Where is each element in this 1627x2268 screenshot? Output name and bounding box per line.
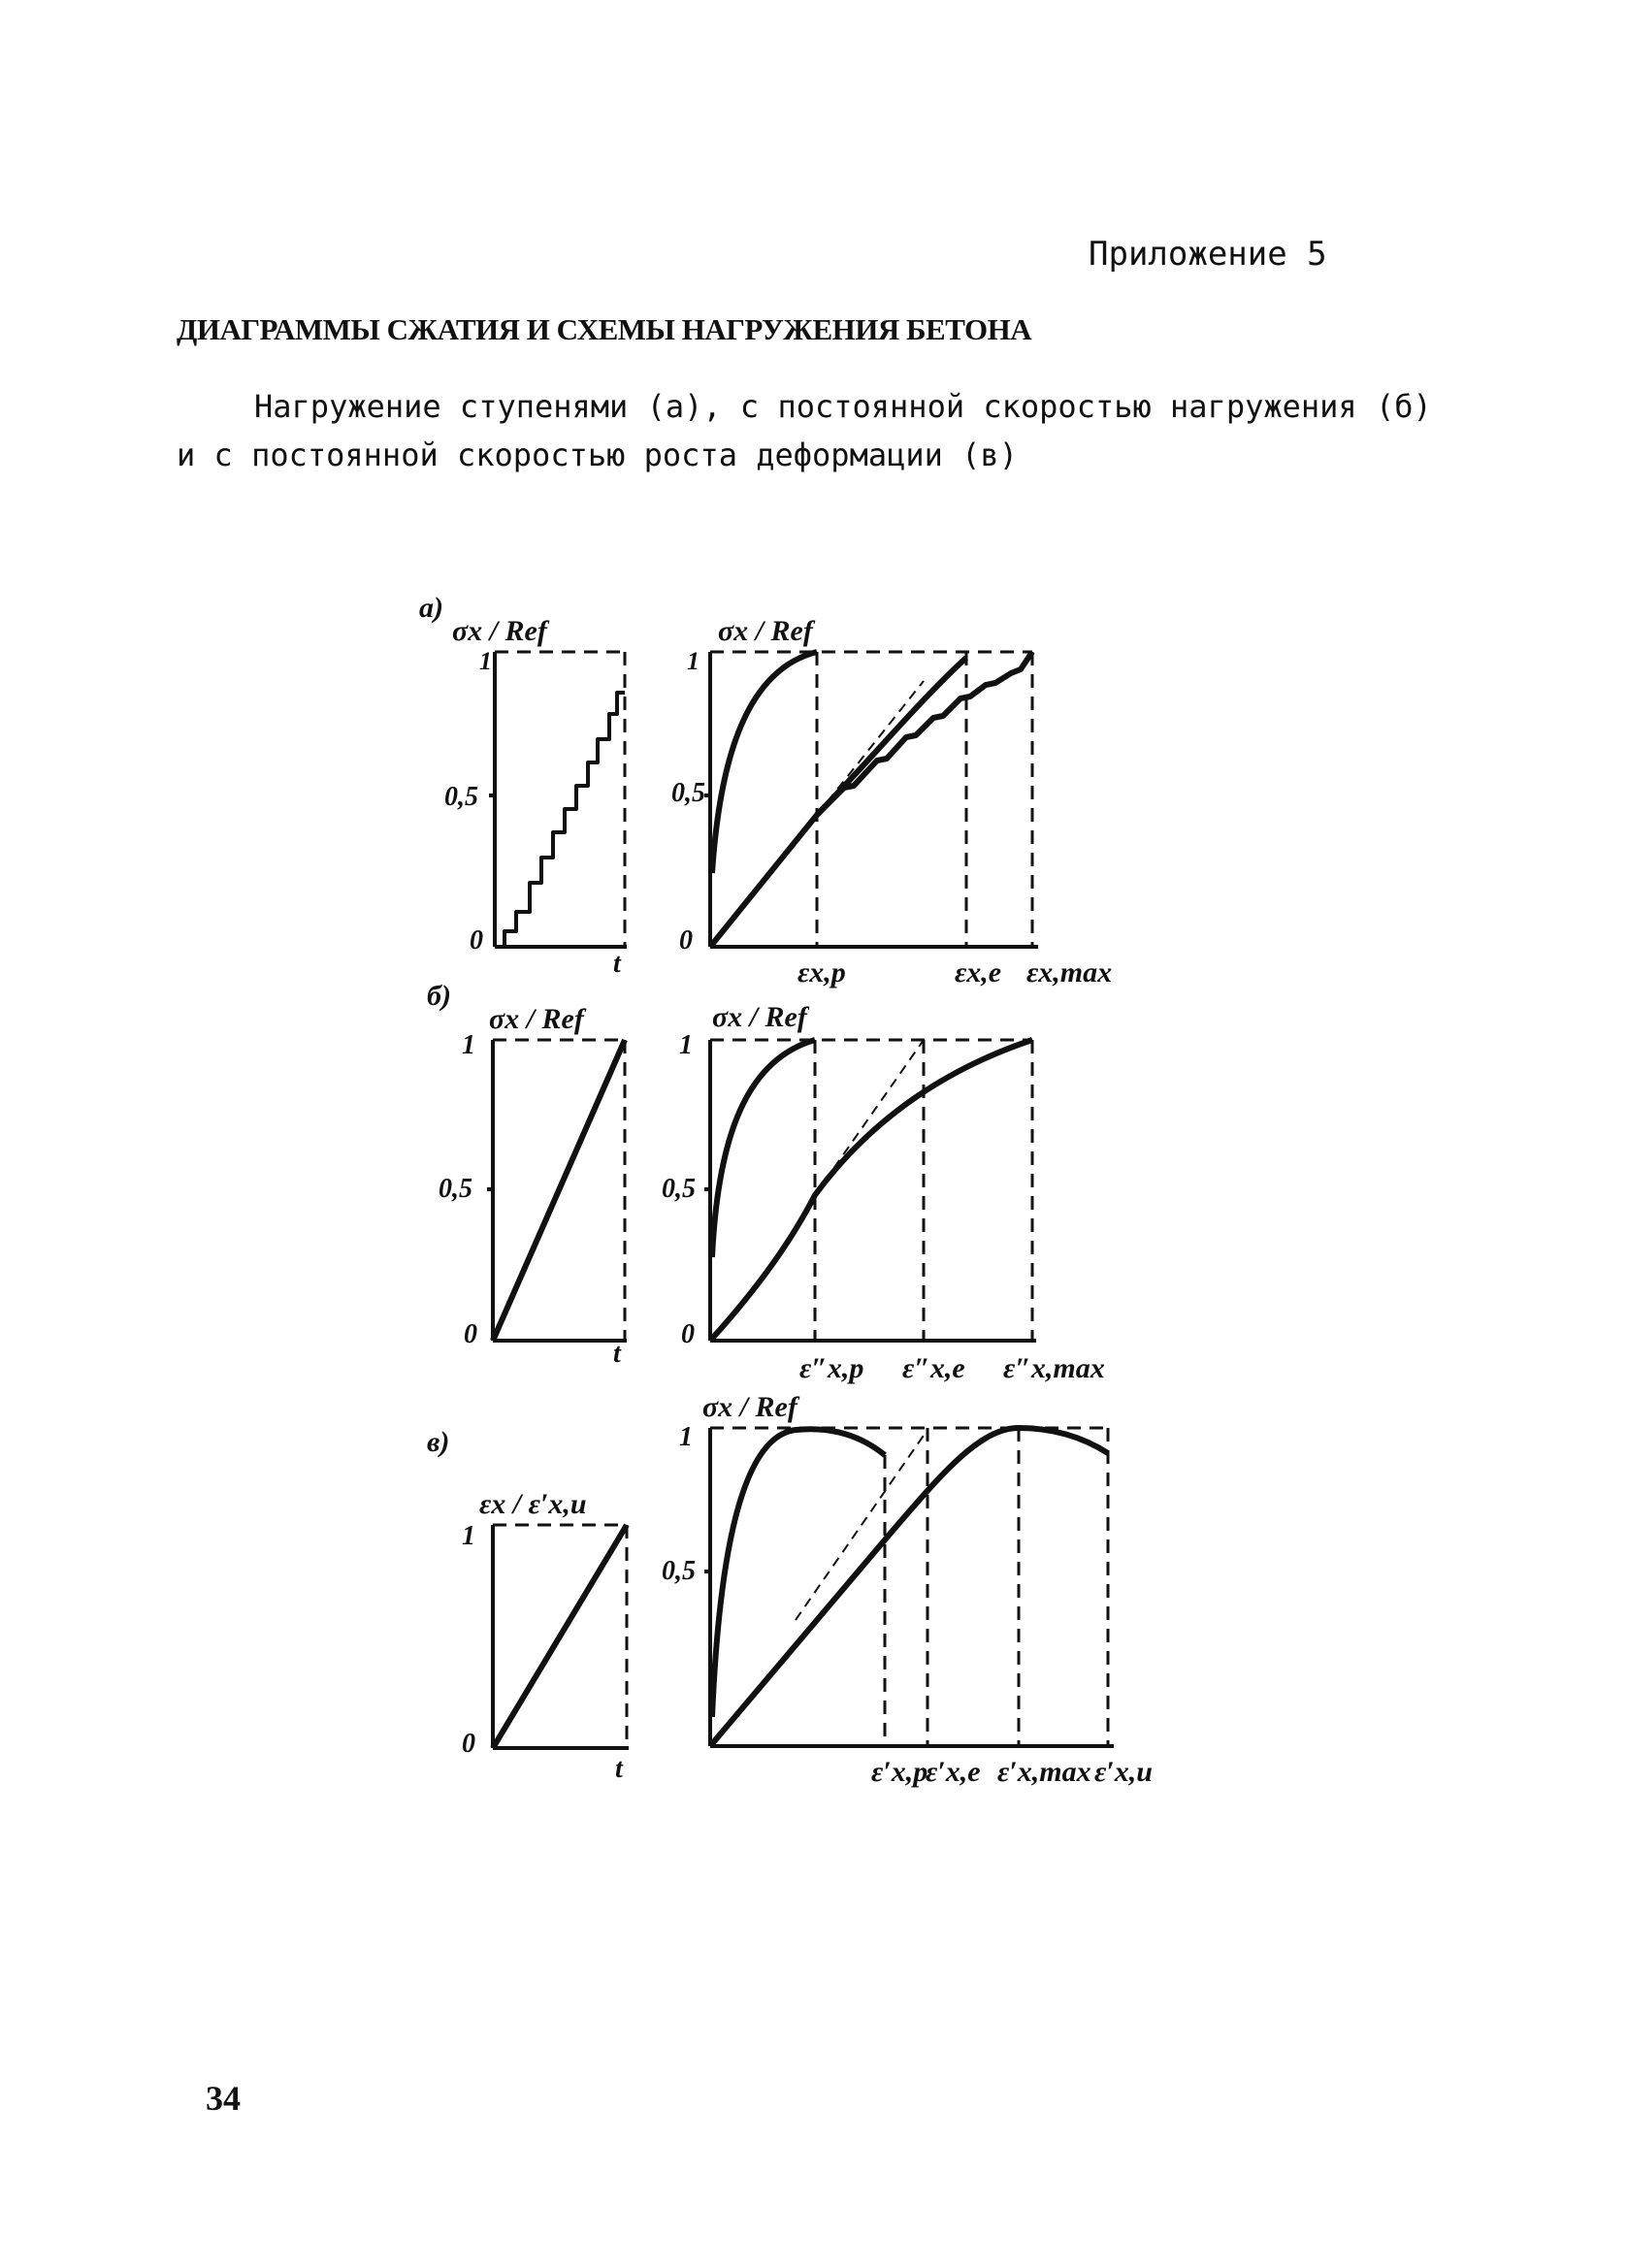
document-title: ДИАГРАММЫ СЖАТИЯ И СХЕМЫ НАГРУЖЕНИЯ БЕТОНА bbox=[177, 312, 1032, 346]
panel-c-marker: в) bbox=[427, 1426, 450, 1458]
panel-c-right-label-xp: ε′x,p bbox=[871, 1756, 928, 1788]
panel-b-right-y0: 0 bbox=[681, 1319, 695, 1349]
panel-a-right-instant-curve bbox=[712, 652, 817, 873]
panel-b-right-label-xe: ε″x,e bbox=[902, 1352, 965, 1384]
panel-c-left-xlabel: t bbox=[615, 1754, 623, 1784]
panel-a-marker: а) bbox=[419, 592, 443, 624]
panel-b-left-xlabel: t bbox=[613, 1339, 621, 1369]
appendix-label: Приложение 5 bbox=[1089, 235, 1327, 274]
panel-b-right-loading-curve bbox=[710, 1040, 1032, 1341]
panel-a-left-xlabel: t bbox=[613, 949, 621, 979]
panel-a-left-y0: 0 bbox=[470, 925, 483, 956]
panel-a-left-ylabel: σx / Ref bbox=[452, 615, 547, 647]
panel-a-right-y1: 1 bbox=[687, 647, 700, 675]
panel-b bbox=[427, 980, 1105, 1384]
panel-c-left-ramp bbox=[493, 1525, 627, 1748]
panel-a-right-elastic-curve bbox=[710, 658, 966, 947]
panel-b-right-ylabel: σx / Ref bbox=[712, 1001, 807, 1033]
panel-b-right-label-xp: ε″x,p bbox=[799, 1352, 864, 1384]
panel-b-right-y1: 1 bbox=[679, 1030, 693, 1060]
panel-a-right-y0: 0 bbox=[679, 925, 693, 956]
page-number: 34 bbox=[206, 2079, 241, 2118]
panel-b-right-label-xmax: ε″x,max bbox=[1003, 1352, 1105, 1384]
panel-b-left-y05: 0,5 bbox=[439, 1174, 472, 1204]
panel-a-left-step-curve bbox=[495, 693, 625, 947]
panel-a-right-label-xmax: εx,max bbox=[1026, 956, 1113, 988]
panel-a-left-chart bbox=[444, 615, 627, 979]
panel-c-left-ylabel: εx / ε′x,u bbox=[479, 1488, 587, 1520]
intro-line-1: Нагружение ступенями (а), с постоянной скоростью нагружения (б) bbox=[254, 388, 1432, 425]
panel-b-left-y1: 1 bbox=[462, 1030, 475, 1060]
panel-c-right-y05: 0,5 bbox=[662, 1556, 696, 1586]
panel-b-left-y0: 0 bbox=[464, 1319, 477, 1349]
panel-b-left-ylabel: σx / Ref bbox=[489, 1003, 584, 1035]
panel-c-right-ylabel: σx / Ref bbox=[702, 1391, 797, 1423]
panel-a-left-y05: 0,5 bbox=[444, 782, 478, 812]
panel-b-right-chart bbox=[662, 1001, 1105, 1384]
panel-a-right-label-xe: εx,e bbox=[955, 956, 1002, 988]
panel-a-left-y1: 1 bbox=[479, 647, 492, 675]
panel-a-right-chart bbox=[671, 615, 1112, 988]
panel-c-right-label-xmax: ε′x,max bbox=[997, 1756, 1091, 1788]
panel-c-left-chart bbox=[462, 1488, 629, 1784]
panel-c-right-loading-curve bbox=[710, 1428, 1108, 1746]
panel-a-right-label-xp: εx,p bbox=[797, 956, 846, 988]
panel-b-right-y05: 0,5 bbox=[662, 1174, 696, 1204]
panel-c-left-y0: 0 bbox=[462, 1729, 475, 1759]
panel-a-right-ylabel: σx / Ref bbox=[718, 615, 813, 647]
panel-c-left-y1: 1 bbox=[462, 1521, 475, 1551]
panel-c-right-tangent bbox=[796, 1430, 927, 1620]
panel-c-right-label-xe: ε′x,e bbox=[926, 1756, 981, 1788]
panel-a bbox=[419, 592, 1112, 988]
panel-a-right-y05: 0,5 bbox=[671, 778, 705, 808]
panel-a-right-creep-curve bbox=[817, 652, 1032, 815]
panel-b-left-ramp bbox=[493, 1040, 625, 1341]
panel-c bbox=[427, 1391, 1153, 1788]
panel-b-left-chart bbox=[439, 1003, 627, 1369]
panel-b-marker: б) bbox=[427, 980, 451, 1012]
panel-c-right-chart bbox=[662, 1391, 1153, 1788]
intro-line-2: и с постоянной скоростью роста деформации (в) bbox=[177, 437, 1018, 473]
panel-c-right-label-xu: ε′x,u bbox=[1094, 1756, 1153, 1788]
panel-c-right-y1: 1 bbox=[679, 1422, 693, 1452]
